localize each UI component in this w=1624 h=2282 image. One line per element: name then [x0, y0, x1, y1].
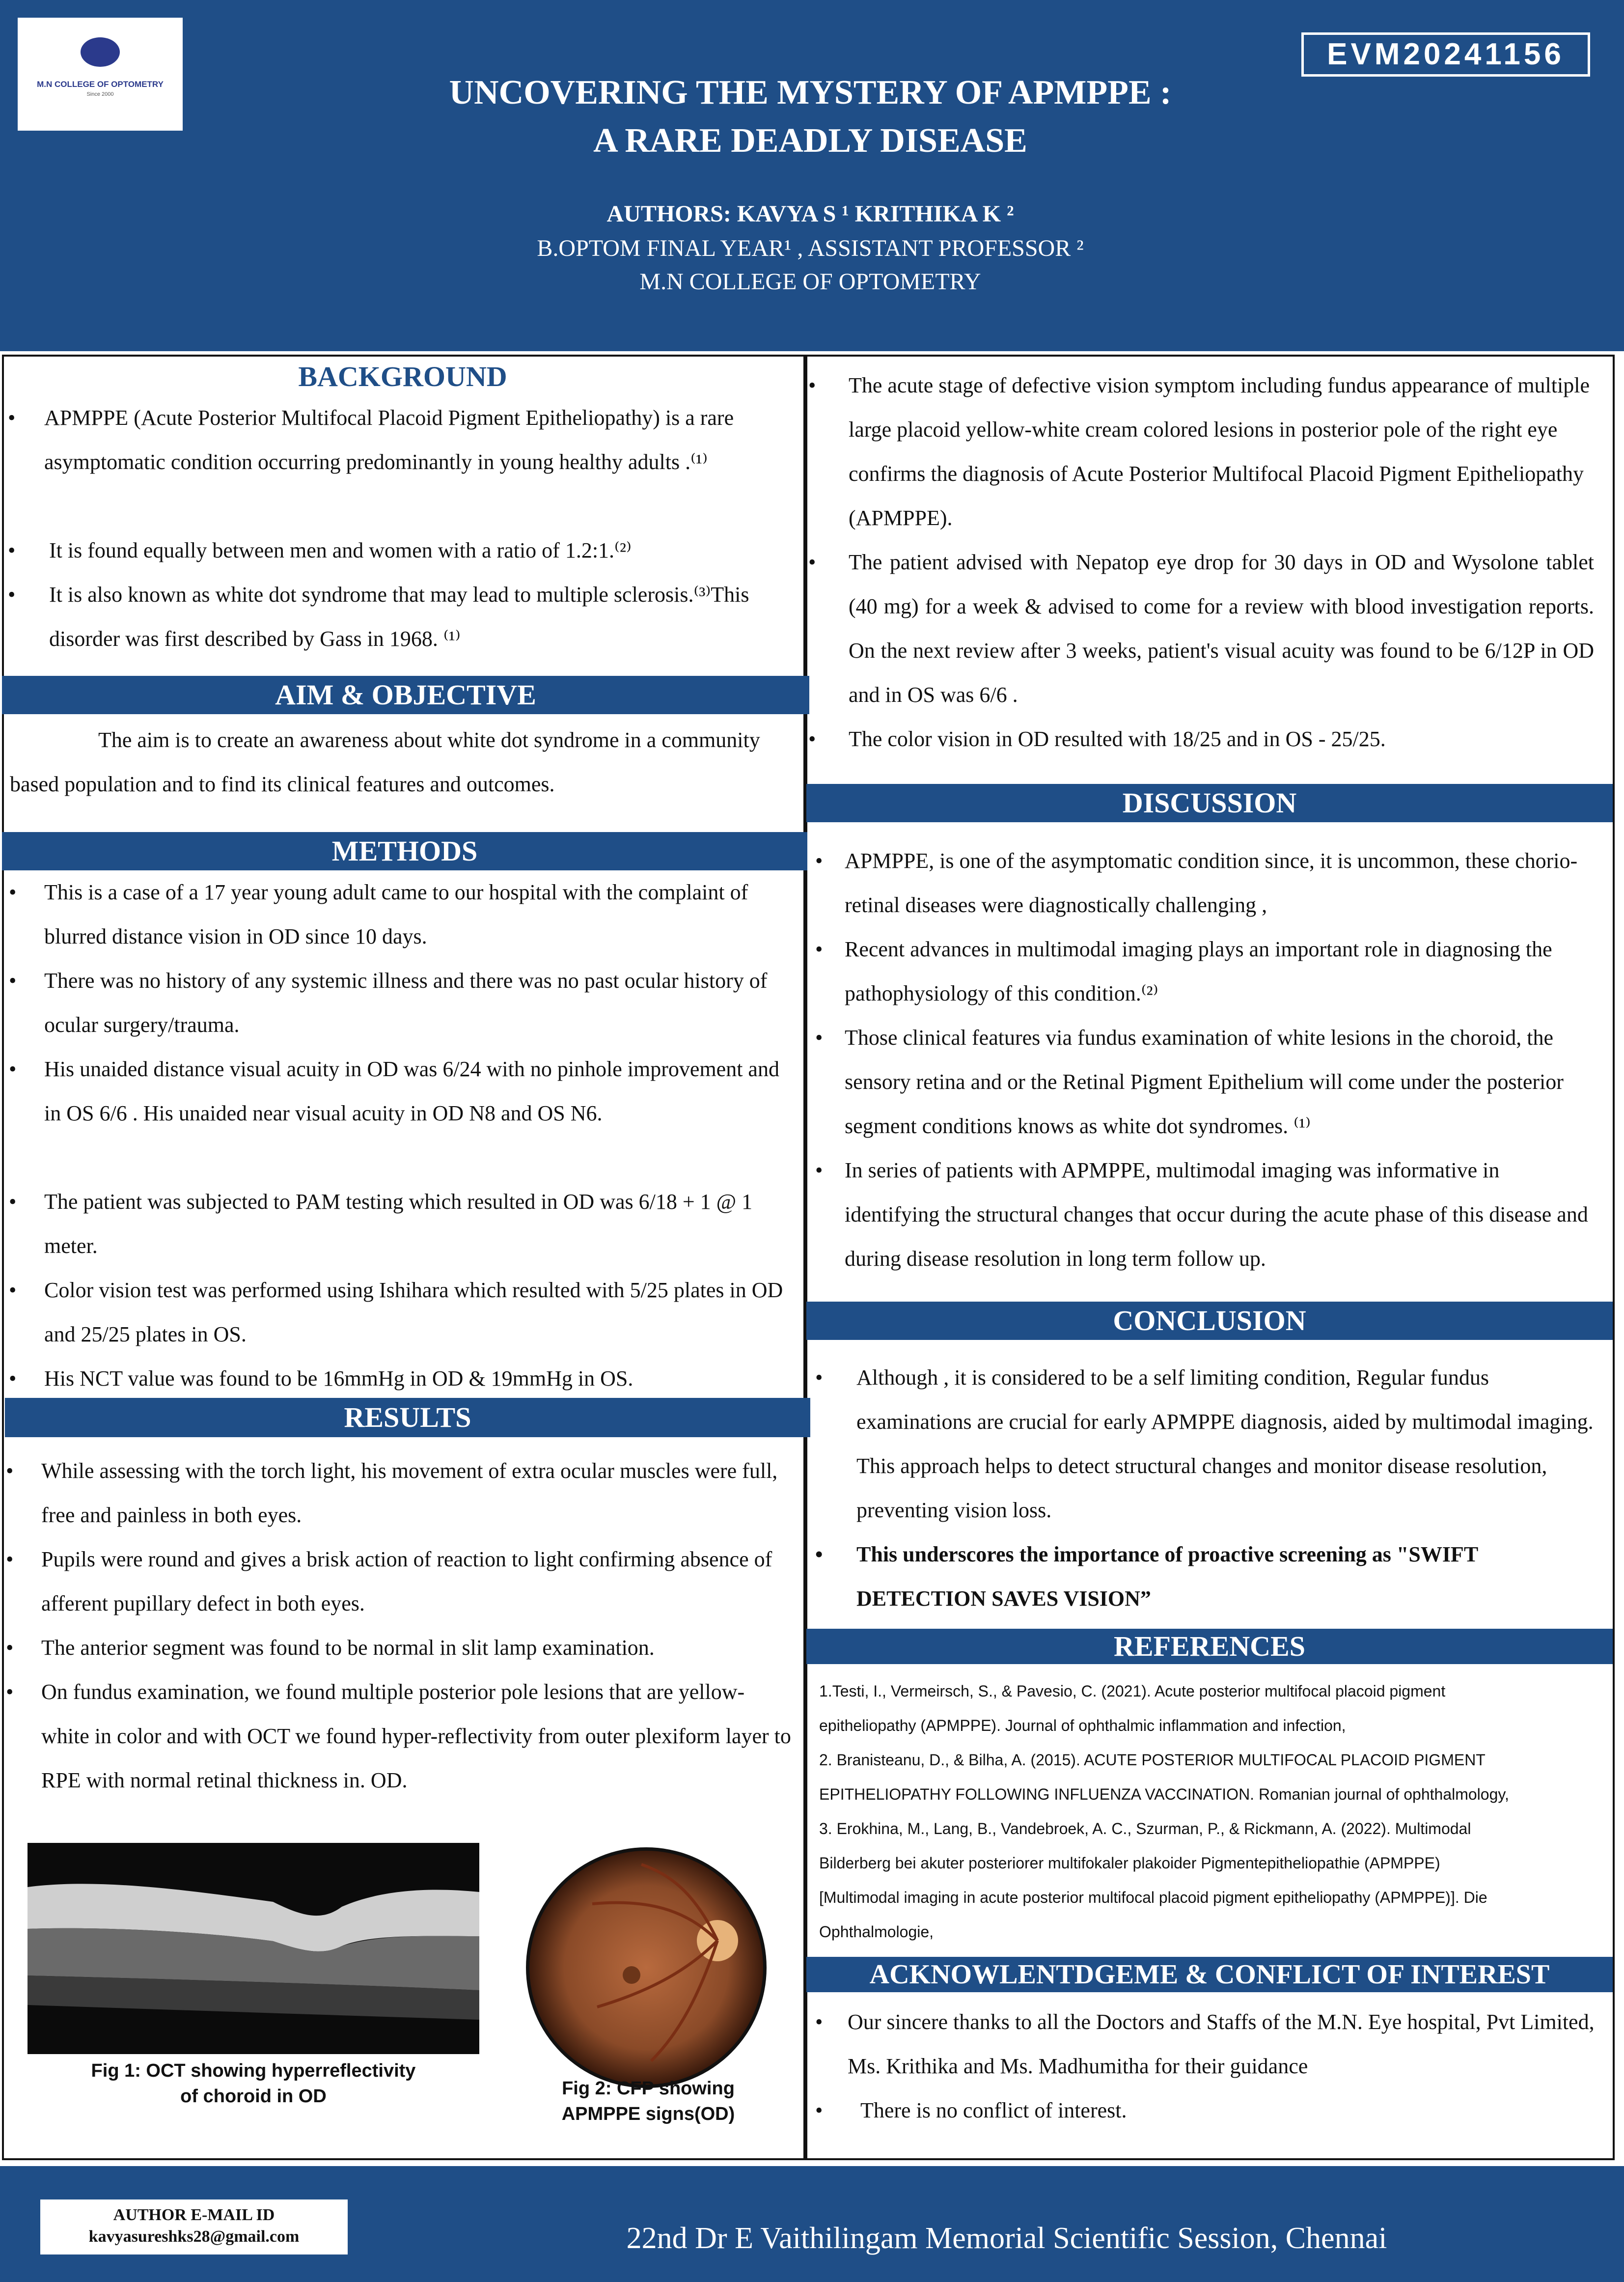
acknowledgement-item: • Our sincere thanks to all the Doctors and Staffs of the M.N. Eye hospital, Pvt Limited, Ms. Krithika and Ms. Madhumitha for their guidance [815, 2010, 1595, 2078]
references-list [819, 1674, 1605, 1949]
poster-code: EVM20241156 [1301, 32, 1590, 77]
methods-item: • The patient was subjected to PAM testing which resulted in OD was 6/18 + 1 @ 1 meter. [9, 1190, 753, 1258]
fig1-caption: Fig 1: OCT showing hyperreflectivity of choroid in OD [91, 2060, 416, 2107]
results-right-item: • The color vision in OD resulted with 18/25 and in OS - 25/25. [808, 727, 1386, 751]
aim-heading: AIM & OBJECTIVE [2, 676, 809, 714]
reference-line: 2. Branisteanu, D., & Bilha, A. (2015). ACUTE POSTERIOR MULTIFOCAL PLACOID PIGMENT [819, 1751, 1486, 1769]
discussion-heading: DISCUSSION [806, 784, 1613, 822]
reference-line: epitheliopathy (APMPPE). Journal of ophthalmic inflammation and infection, [819, 1717, 1346, 1734]
discussion-item: • APMPPE, is one of the asymptomatic condition since, it is uncommon, these chorio-retinal diseases were diagnostically challenging , [815, 849, 1578, 917]
background-heading: BACKGROUND [5, 360, 800, 394]
results-right-item: • The acute stage of defective vision symptom including fundus appearance of multiple large placoid yellow-white cream colored lesions in posterior pole of the right eye confirms the diagnosis of Acute Posterior Multifocal Placoid Pigment Epitheliopathy (APMPPE). [808, 373, 1590, 530]
aim-text: The aim is to create an awareness about white dot syndrome in a community based population and to find its clinical features and outcomes. [10, 728, 760, 796]
reference-line: 1.Testi, I., Vermeirsch, S., & Pavesio, C. (2021). Acute posterior multifocal placoid pigment [819, 1682, 1446, 1700]
methods-heading: METHODS [2, 832, 807, 870]
logo-emblem-icon [81, 37, 120, 67]
results-right-item: • The patient advised with Nepatop eye drop for 30 days in OD and Wysolone tablet (40 mg) for a week & advised to come for a review with blood investigation reports. On the next review after 3 weeks, patient's visual acuity was found to be 6/12P in OD and in OS was 6/6 . [808, 550, 1594, 707]
background-item: • It is also known as white dot syndrome that may lead to multiple sclerosis.⁽³⁾This disorder was first described by Gass in 1968. ⁽¹⁾ [8, 583, 749, 651]
reference-line: [Multimodal imaging in acute posterior multifocal placoid pigment epitheliopathy (APMPPE)]. Die [819, 1889, 1487, 1906]
title-line-2: A RARE DEADLY DISEASE [593, 122, 1027, 160]
references-heading: REFERENCES [806, 1629, 1613, 1664]
results-item: • The anterior segment was found to be normal in slit lamp examination. [6, 1636, 655, 1660]
results-heading: RESULTS [5, 1398, 810, 1437]
poster-title [246, 69, 1375, 165]
college-logo [18, 18, 183, 131]
reference-line: Ophthalmologie, [819, 1923, 934, 1941]
conclusion-item: • Although , it is considered to be a self limiting condition, Regular fundus examinations are crucial for early APMPPE diagnosis, aided by multimodal imaging. This approach helps to detect structural changes and monitor disease resolution, preventing vision loss. [815, 1365, 1594, 1522]
authors: AUTHORS: KAVYA S ¹ KRITHIKA K ² [606, 201, 1014, 227]
methods-item: • His NCT value was found to be 16mmHg in OD & 19mmHg in OS. [9, 1366, 633, 1391]
results-item: • On fundus examination, we found multiple posterior pole lesions that are yellow-white in color and with OCT we found hyper-reflectivity from outer plexiform layer to RPE with normal retinal thickness in. OD. [6, 1680, 791, 1792]
session-name: 22nd Dr E Vaithilingam Memorial Scientific Session, Chennai [626, 2222, 1387, 2255]
reference-line: Bilderberg bei akuter posteriorer multifokaler plakoider Pigmentepitheliopathie (APMPPE) [819, 1854, 1440, 1872]
discussion-item: • In series of patients with APMPPE, multimodal imaging was informative in identifying the structural changes that occur during the acute phase of this disease and during disease resolution in long term follow up. [815, 1158, 1588, 1271]
acknowledgement-item: • There is no conflict of interest. [815, 2098, 1127, 2122]
methods-item: • There was no history of any systemic illness and there was no past ocular history of ocular surgery/trauma. [9, 969, 768, 1037]
background-item: • APMPPE (Acute Posterior Multifocal Placoid Pigment Epitheliopathy) is a rare asymptomatic condition occurring predominantly in young healthy adults .⁽¹⁾ [8, 406, 734, 474]
logo-text: M.N COLLEGE OF OPTOMETRY [37, 80, 164, 89]
conclusion-item: • This underscores the importance of proactive screening as "SWIFT DETECTION SAVES VISION” [815, 1542, 1478, 1611]
results-item: • While assessing with the torch light, his movement of extra ocular muscles were full, free and painless in both eyes. [6, 1459, 778, 1527]
methods-item: • Color vision test was performed using Ishihara which resulted with 5/25 plates in OD and 25/25 plates in OS. [9, 1278, 783, 1346]
discussion-item: • Those clinical features via fundus examination of white lesions in the choroid, the sensory retina and or the Retinal Pigment Epithelium will come under the posterior segment conditions knows as white dot syndromes. ⁽¹⁾ [815, 1026, 1564, 1138]
author-email-box [40, 2199, 348, 2254]
email-label: AUTHOR E-MAIL ID [113, 2206, 275, 2224]
reference-line: EPITHELIOPATHY FOLLOWING INFLUENZA VACCINATION. Romanian journal of ophthalmology, [819, 1785, 1509, 1803]
email-address[interactable]: kavyasureshks28@gmail.com [88, 2227, 300, 2246]
methods-item: • This is a case of a 17 year young adult came to our hospital with the complaint of blurred distance vision in OD since 10 days. [9, 880, 748, 948]
results-item: • Pupils were round and gives a brisk action of reaction to light confirming absence of afferent pupillary defect in both eyes. [6, 1547, 772, 1615]
methods-item: • His unaided distance visual acuity in OD was 6/24 with no pinhole improvement and in OS 6/6 . His unaided near visual acuity in OD N8 and OS N6. [9, 1057, 779, 1125]
affiliation-college: M.N COLLEGE OF OPTOMETRY [639, 269, 981, 295]
oct-scan-image [28, 1843, 479, 2054]
conclusion-heading: CONCLUSION [806, 1302, 1613, 1340]
background-item: • It is found equally between men and women with a ratio of 1.2:1.⁽²⁾ [8, 538, 632, 562]
fig2-caption: Fig 2: CFP showing APMPPE signs(OD) [561, 2078, 735, 2124]
discussion-item: • Recent advances in multimodal imaging plays an important role in diagnosing the pathophysiology of this condition.⁽²⁾ [815, 937, 1552, 1005]
title-line-1: UNCOVERING THE MYSTERY OF APMPPE : [449, 74, 1172, 111]
logo-subtext: Since 2000 [86, 91, 114, 97]
fundus-photo-image [523, 1845, 769, 2090]
affiliation-roles: B.OPTOM FINAL YEAR¹ , ASSISTANT PROFESSOR ² [537, 235, 1084, 261]
acknowledgement-heading: ACKNOWLENTDGEME & CONFLICT OF INTEREST [806, 1957, 1613, 1992]
reference-line: 3. Erokhina, M., Lang, B., Vandebroek, A. C., Szurman, P., & Rickmann, A. (2022). Multimodal [819, 1820, 1471, 1837]
